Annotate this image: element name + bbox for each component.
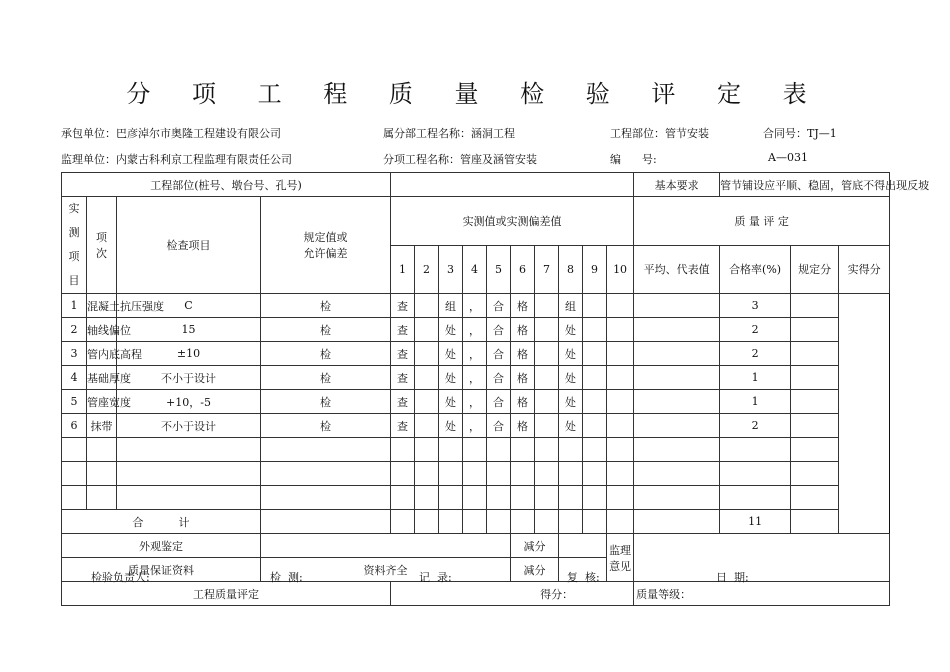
- spec-score-cell: 3: [720, 294, 791, 318]
- measure-cell: [261, 510, 391, 534]
- measure-cell: 处: [559, 342, 583, 366]
- measure-cell: [391, 510, 415, 534]
- measure-cell: ，: [463, 342, 487, 366]
- spec-score-cell: 1: [720, 366, 791, 390]
- footer-test: 检 测:: [270, 571, 303, 584]
- spec-value: 不小于设计: [117, 414, 261, 438]
- measure-cell: 查: [391, 294, 415, 318]
- measure-cell: [463, 486, 487, 510]
- average-cell: [607, 390, 634, 414]
- measure-cell: [415, 294, 439, 318]
- qa-docs-value: 资料齐全: [261, 558, 511, 582]
- measure-cell: 检: [261, 342, 391, 366]
- measure-cell: 查: [391, 414, 415, 438]
- pass-rate-cell: [634, 414, 720, 438]
- average-cell: [607, 366, 634, 390]
- measure-cell: 格: [511, 318, 535, 342]
- average-cell: [607, 342, 634, 366]
- spec-value: [117, 438, 261, 462]
- pass-rate-cell: [634, 342, 720, 366]
- average-cell: [607, 510, 634, 534]
- measure-cell: 检: [261, 294, 391, 318]
- quality-col-spec-score: 规定分: [791, 245, 839, 294]
- footer-inspector: 检验负责人:: [91, 571, 150, 584]
- measure-col: 1: [391, 245, 415, 294]
- measure-cell: [487, 462, 511, 486]
- quality-cell: [634, 438, 720, 462]
- quality-cell: [791, 486, 839, 510]
- measure-cell: [535, 414, 559, 438]
- basic-req-value: 管节铺设应平顺、稳固，管底不得出现反坡: [720, 173, 890, 197]
- measure-cell: 处: [559, 414, 583, 438]
- check-item: 管内底高程: [87, 342, 117, 366]
- measure-cell: [415, 390, 439, 414]
- parent-project-info: 属分部工程名称：涵洞工程: [383, 127, 515, 140]
- measure-cell: [535, 366, 559, 390]
- quality-col-average: 平均、代表值: [634, 245, 720, 294]
- measure-cell: [439, 510, 463, 534]
- project-part-info: 工程部位：管节安装: [610, 127, 709, 140]
- spec-score-cell: 2: [720, 414, 791, 438]
- check-item: 基础厚度: [87, 366, 117, 390]
- measure-cell: [261, 486, 391, 510]
- measure-cell: [583, 318, 607, 342]
- measure-cell: [511, 462, 535, 486]
- check-item-header: 检查项目: [117, 197, 261, 294]
- measure-cell: [487, 486, 511, 510]
- total-label: 合 计: [62, 510, 261, 534]
- contractor-info: 承包单位：巴彦淖尔市奥隆工程建设有限公司: [61, 127, 281, 140]
- check-item: 管座宽度: [87, 390, 117, 414]
- side-label: 实 测 项 目: [62, 197, 87, 294]
- measure-cell: [415, 366, 439, 390]
- measure-cell: 检: [261, 390, 391, 414]
- measure-cell: [535, 486, 559, 510]
- table-row: [62, 414, 890, 438]
- measure-cell: [535, 510, 559, 534]
- appearance-row: [62, 534, 890, 558]
- measure-cell: [463, 462, 487, 486]
- measure-cell: 查: [391, 318, 415, 342]
- measure-col: 5: [487, 245, 511, 294]
- measure-cell: [583, 510, 607, 534]
- measure-cell: 检: [261, 318, 391, 342]
- measure-cell: [487, 438, 511, 462]
- measure-cell: 处: [439, 318, 463, 342]
- measure-cell: [535, 390, 559, 414]
- total-score: 11: [720, 510, 791, 534]
- measure-cell: [391, 486, 415, 510]
- measure-cell: ，: [463, 414, 487, 438]
- table-row: [62, 390, 890, 414]
- table-row: [62, 318, 890, 342]
- page-title: 分 项 工 程 质 量 检 验 评 定 表: [126, 80, 824, 108]
- measure-cell: [439, 462, 463, 486]
- measure-cell: 处: [559, 318, 583, 342]
- measure-cell: 处: [559, 390, 583, 414]
- actual-score-cell: [791, 366, 839, 390]
- quality-cell: [634, 486, 720, 510]
- measure-cell: 合: [487, 342, 511, 366]
- spec-value: ±10: [117, 342, 261, 366]
- item-no: 1: [62, 294, 87, 318]
- measure-cell: [415, 486, 439, 510]
- spec-value: C: [117, 294, 261, 318]
- measure-col: 9: [583, 245, 607, 294]
- measure-cell: [535, 342, 559, 366]
- measure-cell: [439, 438, 463, 462]
- footer-review: 复 核:: [567, 571, 600, 584]
- actual-score-cell: [791, 414, 839, 438]
- eval-label: 工程质量评定: [62, 582, 391, 606]
- measure-cell: 合: [487, 294, 511, 318]
- table-row: [62, 438, 890, 462]
- grade-label: 质量等级：: [634, 582, 890, 606]
- measure-cell: ，: [463, 294, 487, 318]
- average-cell: [607, 318, 634, 342]
- measure-cell: 格: [511, 342, 535, 366]
- measure-col: 3: [439, 245, 463, 294]
- footer-date: 日 期:: [716, 571, 749, 584]
- measure-cell: [415, 510, 439, 534]
- measure-cell: 格: [511, 390, 535, 414]
- evaluation-row: [62, 582, 890, 606]
- measure-cell: [535, 438, 559, 462]
- quality-cell: [720, 486, 791, 510]
- measure-cell: [559, 462, 583, 486]
- measure-cell: [583, 414, 607, 438]
- measure-cell: [583, 342, 607, 366]
- quality-header: 质 量 评 定: [634, 197, 890, 246]
- spec-score-cell: 2: [720, 318, 791, 342]
- measure-cell: [511, 438, 535, 462]
- item-no: 2: [62, 318, 87, 342]
- measured-header: 实测值或实测偏差值: [391, 197, 634, 246]
- quality-col-pass-rate: 合格率(%): [720, 245, 791, 294]
- measure-cell: [535, 294, 559, 318]
- spec-value: [117, 462, 261, 486]
- basic-req-label: 基本要求: [634, 173, 720, 197]
- pass-rate-cell: [634, 318, 720, 342]
- qa-docs-label: 质量保证资料: [62, 558, 261, 582]
- sub-project-info: 分项工程名称：管座及涵管安装: [383, 153, 537, 166]
- item-no: [62, 438, 87, 462]
- actual-score-cell: [791, 510, 839, 534]
- measure-cell: [463, 438, 487, 462]
- quality-cell: [791, 438, 839, 462]
- measure-cell: [583, 486, 607, 510]
- deduct-value: [559, 534, 607, 558]
- measure-cell: [583, 462, 607, 486]
- location-value: [391, 173, 634, 197]
- measure-cell: ，: [463, 390, 487, 414]
- measure-col: 7: [535, 245, 559, 294]
- item-no-header: 项 次: [87, 197, 117, 294]
- measure-cell: 查: [391, 390, 415, 414]
- item-no: 3: [62, 342, 87, 366]
- supervision-label: 监理 意见: [607, 534, 634, 582]
- measure-cell: [583, 438, 607, 462]
- inspection-table: [61, 172, 930, 606]
- measure-cell: 处: [559, 366, 583, 390]
- measure-cell: [261, 462, 391, 486]
- average-cell: [607, 294, 634, 318]
- measure-cell: 组: [559, 294, 583, 318]
- serial-value: A—031: [768, 151, 808, 164]
- actual-score-cell: [791, 318, 839, 342]
- measure-cell: [511, 486, 535, 510]
- table-row: [62, 486, 890, 510]
- measure-cell: 检: [261, 414, 391, 438]
- quality-cell: [607, 486, 634, 510]
- measure-cell: [415, 342, 439, 366]
- table-row: [62, 462, 890, 486]
- spec-score-cell: 1: [720, 390, 791, 414]
- measure-col: 8: [559, 245, 583, 294]
- measure-cell: 处: [439, 390, 463, 414]
- measure-cell: 处: [439, 366, 463, 390]
- pass-rate-cell: [634, 294, 720, 318]
- measure-col: 4: [463, 245, 487, 294]
- spec-value: 15: [117, 318, 261, 342]
- pass-rate-cell: [634, 390, 720, 414]
- footer-record: 记 录:: [419, 571, 452, 584]
- measure-cell: 合: [487, 390, 511, 414]
- measure-cell: 合: [487, 414, 511, 438]
- measure-col: 6: [511, 245, 535, 294]
- measure-cell: [463, 510, 487, 534]
- serial-label: 编 号:: [610, 153, 657, 166]
- table-row: [62, 342, 890, 366]
- measure-cell: 合: [487, 366, 511, 390]
- measure-cell: 格: [511, 414, 535, 438]
- spec-value: 不小于设计: [117, 366, 261, 390]
- actual-score-cell: [791, 342, 839, 366]
- measure-cell: 组: [439, 294, 463, 318]
- quality-cell: [634, 462, 720, 486]
- measure-cell: [559, 438, 583, 462]
- quality-cell: [791, 462, 839, 486]
- appearance-value: [261, 534, 511, 558]
- average-cell: [607, 414, 634, 438]
- measure-cell: [583, 294, 607, 318]
- pass-rate-cell: [634, 366, 720, 390]
- supervisor-info: 监理单位：内蒙古科利京工程监理有限责任公司: [61, 153, 292, 166]
- quality-cell: [720, 438, 791, 462]
- measure-cell: [559, 510, 583, 534]
- measure-cell: [535, 318, 559, 342]
- table-row: [62, 294, 890, 318]
- check-item: [87, 462, 117, 486]
- measure-cell: 处: [439, 342, 463, 366]
- measure-cell: [583, 366, 607, 390]
- measure-cell: [391, 438, 415, 462]
- measure-cell: [391, 462, 415, 486]
- measure-cell: 查: [391, 342, 415, 366]
- table-row: [62, 366, 890, 390]
- item-no: 4: [62, 366, 87, 390]
- check-item: [87, 438, 117, 462]
- spec-header: 规定值或 允许偏差: [261, 197, 391, 294]
- measure-cell: [415, 414, 439, 438]
- measure-cell: ，: [463, 366, 487, 390]
- measure-cell: [415, 438, 439, 462]
- measure-cell: [261, 438, 391, 462]
- measure-cell: [487, 510, 511, 534]
- measure-cell: [559, 486, 583, 510]
- actual-score-cell: [791, 294, 839, 318]
- measure-cell: 格: [511, 366, 535, 390]
- check-item: [87, 486, 117, 510]
- item-no: [62, 486, 87, 510]
- check-item: 轴线偏位: [87, 318, 117, 342]
- measure-col: 2: [415, 245, 439, 294]
- supervision-value: [634, 534, 890, 582]
- measure-col: 10: [607, 245, 634, 294]
- spec-score-cell: 2: [720, 342, 791, 366]
- pass-rate-cell: [634, 510, 720, 534]
- deduct-label: 减分: [511, 534, 559, 558]
- check-item: 抹带: [87, 414, 117, 438]
- total-row: [62, 510, 890, 534]
- check-item: 混凝土抗压强度: [87, 294, 117, 318]
- measure-cell: 格: [511, 294, 535, 318]
- quality-cell: [607, 462, 634, 486]
- actual-score-cell: [791, 390, 839, 414]
- score-label: 得分：: [391, 582, 634, 606]
- quality-col-actual-score: 实得分: [839, 245, 890, 294]
- measure-cell: [535, 462, 559, 486]
- measure-cell: ，: [463, 318, 487, 342]
- spec-value: [117, 486, 261, 510]
- measure-cell: [439, 486, 463, 510]
- contract-no-info: 合同号：TJ—1: [763, 127, 837, 140]
- measure-cell: [415, 462, 439, 486]
- measure-cell: [583, 390, 607, 414]
- spec-value: +10，-5: [117, 390, 261, 414]
- measure-cell: 合: [487, 318, 511, 342]
- measure-cell: 处: [439, 414, 463, 438]
- measure-cell: 查: [391, 366, 415, 390]
- item-no: [62, 462, 87, 486]
- location-label: 工程部位(桩号、墩台号、孔号): [62, 173, 391, 197]
- deduct-label: 减分: [511, 558, 559, 582]
- item-no: 5: [62, 390, 87, 414]
- quality-cell: [607, 438, 634, 462]
- appearance-label: 外观鉴定: [62, 534, 261, 558]
- measure-cell: 检: [261, 366, 391, 390]
- quality-cell: [720, 462, 791, 486]
- measure-cell: [511, 510, 535, 534]
- item-no: 6: [62, 414, 87, 438]
- measure-cell: [415, 318, 439, 342]
